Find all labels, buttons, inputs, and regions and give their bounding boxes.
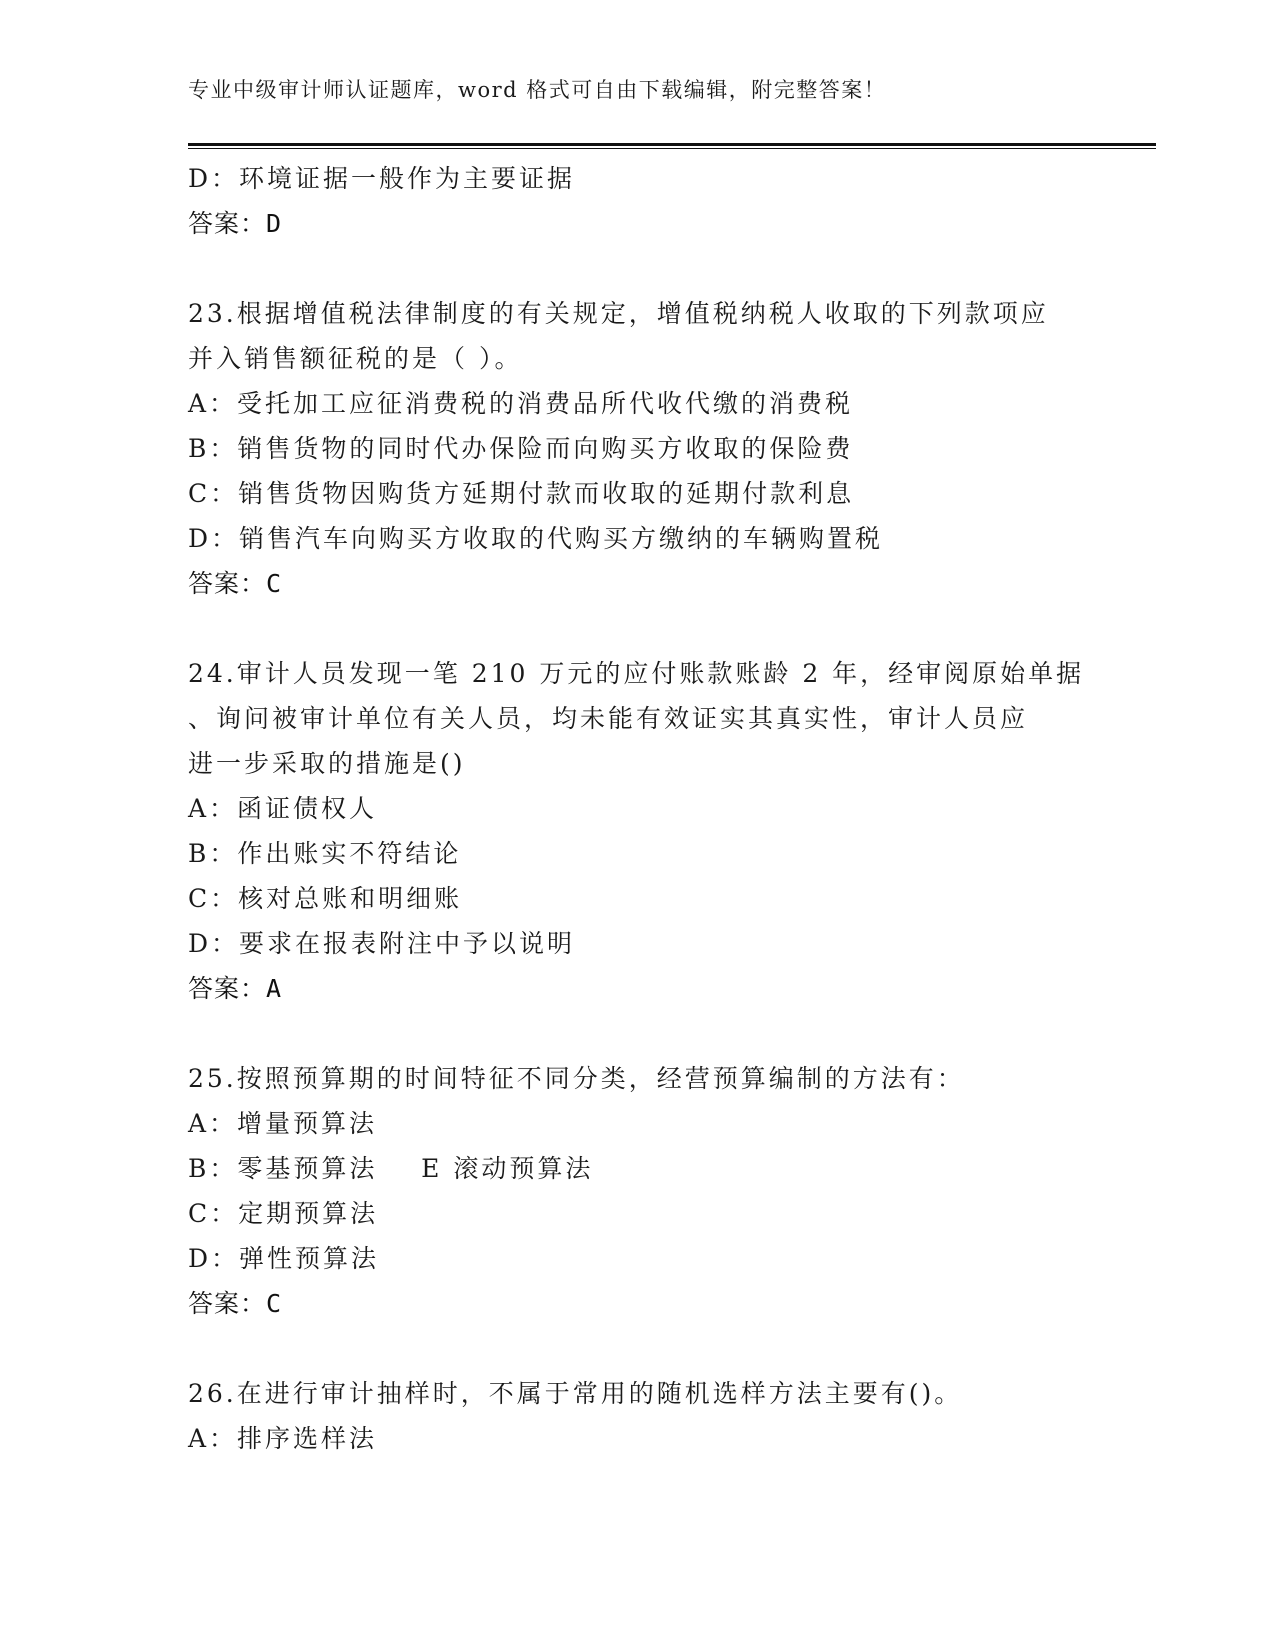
question-stem: 并入销售额征税的是（ ）。 xyxy=(188,344,523,373)
option-b: B：零基预算法 E 滚动预算法 xyxy=(188,1154,594,1183)
option-a: A：函证债权人 xyxy=(188,794,378,823)
option-d: D：环境证据一般作为主要证据 xyxy=(188,164,576,193)
option-d: D：弹性预算法 xyxy=(188,1244,380,1273)
page-header: 专业中级审计师认证题库，word 格式可自由下载编辑，附完整答案！ xyxy=(188,78,887,102)
question-25 xyxy=(188,1056,1088,1326)
option-c: C：销售货物因购货方延期付款而收取的延期付款利息 xyxy=(188,479,855,508)
option-a: A：排序选样法 xyxy=(188,1424,378,1453)
question-26 xyxy=(188,1371,1088,1461)
question-stem: 、询问被审计单位有关人员，均未能有效证实其真实性，审计人员应 xyxy=(188,704,1029,733)
question-24 xyxy=(188,651,1088,1011)
question-stem: 24.审计人员发现一笔 210 万元的应付账款账龄 2 年，经审阅原始单据 xyxy=(188,659,1085,688)
option-d: D：销售汽车向购买方收取的代购买方缴纳的车辆购置税 xyxy=(188,524,884,553)
answer-label: 答案： xyxy=(188,209,267,238)
question-content xyxy=(188,156,1088,1461)
question-stem: 25.按照预算期的时间特征不同分类，经营预算编制的方法有： xyxy=(188,1064,965,1093)
option-a: A：增量预算法 xyxy=(188,1109,378,1138)
answer-value: C xyxy=(266,569,282,598)
option-d: D：要求在报表附注中予以说明 xyxy=(188,929,576,958)
answer-value: C xyxy=(266,1289,282,1318)
option-b: B：销售货物的同时代办保险而向购买方收取的保险费 xyxy=(188,434,854,463)
answer-line xyxy=(188,201,1088,246)
answer-line xyxy=(188,966,1088,1011)
option-c: C：定期预算法 xyxy=(188,1199,379,1228)
answer-label: 答案： xyxy=(188,569,267,598)
answer-line xyxy=(188,561,1088,606)
question-stem: 26.在进行审计抽样时，不属于常用的随机选样方法主要有()。 xyxy=(188,1379,963,1408)
option-a: A：受托加工应征消费税的消费品所代收代缴的消费税 xyxy=(188,389,854,418)
header-divider xyxy=(188,143,1156,149)
question-23 xyxy=(188,291,1088,606)
question-stem: 23.根据增值税法律制度的有关规定，增值税纳税人收取的下列款项应 xyxy=(188,299,1049,328)
answer-label: 答案： xyxy=(188,974,267,1003)
answer-label: 答案： xyxy=(188,1289,267,1318)
answer-value: A xyxy=(266,974,282,1003)
option-b: B：作出账实不符结论 xyxy=(188,839,462,868)
answer-line xyxy=(188,1281,1088,1326)
question-stem: 进一步采取的措施是() xyxy=(188,749,466,778)
option-c: C：核对总账和明细账 xyxy=(188,884,463,913)
answer-value: D xyxy=(266,209,282,238)
